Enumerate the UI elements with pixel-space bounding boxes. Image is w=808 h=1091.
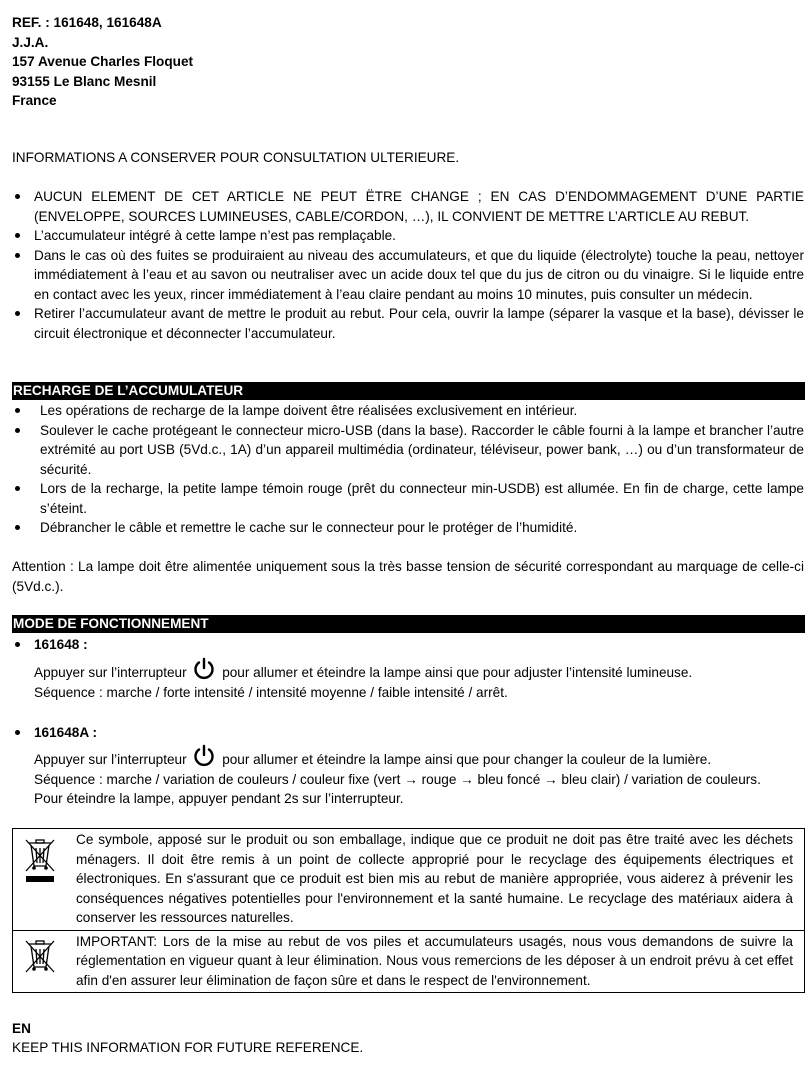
reference: REF. : 161648, 161648A [12,15,162,30]
power-icon [192,744,216,768]
model-label: 161648 : [12,635,804,655]
list-item: Dans le cas où des fuites se produiraient au niveau des accumulateurs, et que du liquide (électrolyte) touche la peau, nettoyer immédiatement à l’eau et au savon ou neutraliser avec un acide doux tel que du jus de citron ou du vinaigre. Si le liquide entre en contact avec les yeux, rincer immédiatement à l’eau claire pendant au moins 10 minutes, puis consulter un médecin. [12,246,804,305]
list-item: L’accumulateur intégré à cette lampe n’est pas remplaçable. [12,226,804,246]
model-161648a-sequence: Séquence : marche / variation de couleurs / couleur fixe (vert → rouge → bleu foncé → bleu clair) / variation de couleurs. [34,771,761,787]
safety-warnings [12,187,804,343]
recharge-heading: RECHARGE DE L’ACCUMULATEUR [12,382,805,400]
model-161648-press-line: Appuyer sur l’interrupteur pour allumer et éteindre la lampe ainsi que pour adjuster l’intensité lumineuse. [34,657,804,683]
model-161648-instructions [34,657,804,702]
list-item: Débrancher le câble et remettre le cache sur le connecteur pour le protéger de l’humidité. [12,518,804,538]
weee-text: Ce symbole, apposé sur le produit ou son emballage, indique que ce produit ne doit pas être traité avec les déchets ménagers. Il doit être remis à un point de collecte approprié pour le recyclage des équipements électriques et électroniques. En s'assurant que ce produit est bien mis au rebut de manière appropriée, vous aiderez à prévenir les conséquences négatives potentielles pour l'environnement et la santé humaine. Le recyclage des matériaux aidera à conserver les ressources naturelles. [76,832,793,925]
attention-note: Attention : La lampe doit être alimentée uniquement sous la très basse tension de sécurité correspondant au marquage de celle-ci (5Vd.c.). [12,559,804,594]
model-161648-sequence: Séquence : marche / forte intensité / intensité moyenne / faible intensité / arrêt. [34,684,508,700]
crossed-bin-icon [23,835,57,885]
list-item: Retirer l’accumulateur avant de mettre le produit au rebut. Pour cela, ouvrir la lampe (séparer la vasque et la base), dévisser le circuit électronique et déconnecter l’accumulateur. [12,304,804,343]
recharge-list [12,401,804,538]
list-item: Lors de la recharge, la petite lampe témoin rouge (prêt du connecteur min-USDB) est allumée. En fin de charge, cette lampe s’éteint. [12,479,804,518]
model-161648a-off: Pour éteindre la lampe, appuyer pendant 2s sur l’interrupteur. [34,791,404,806]
intro-notice: INFORMATIONS A CONSERVER POUR CONSULTATION ULTERIEURE. [12,150,460,165]
list-item: Les opérations de recharge de la lampe doivent être réalisées exclusivement en intérieur. [12,401,804,421]
battery-text: IMPORTANT: Lors de la mise au rebut de vos piles et accumulateurs usagés, nous vous demandons de suivre la réglementation en vigueur quant à leur élimination. Nous vous remercions de les déposer à un endroit prévu à cet effet afin d'en assurer leur élimination de façon sûre et dans le respect de l'environnement. [76,933,793,988]
model-161648a-instructions [34,744,804,809]
model-161648 [12,635,804,655]
weee-row [13,829,804,930]
street-address: 157 Avenue Charles Floquet [12,54,194,69]
address-block [12,13,412,111]
model-161648a [12,723,804,743]
model-161648a-press-line: Appuyer sur l’interrupteur pour allumer et éteindre la lampe ainsi que pour changer la couleur de la lumière. [34,744,804,770]
list-item: AUCUN ELEMENT DE CET ARTICLE NE PEUT ËTRE CHANGE ; EN CAS D’ENDOMMAGEMENT D’UNE PARTIE (ENVELOPPE, SOURCES LUMINEUSES, CABLE/CORDON, …), IL CONVIENT DE METTRE L’ARTICLE AU REBUT. [12,187,804,226]
battery-row [13,930,804,993]
list-item: Soulever le cache protégeant le connecteur micro-USB (dans la base). Raccorder le câble fourni à la lampe et brancher l’autre extrémité au port USB (5Vd.c., 1A) d’un appareil multimédia (ordinateur, téléviseur, power bank, …) ou d’un transformateur de sécurité. [12,421,804,480]
language-heading: EN [12,1021,31,1036]
model-label: 161648A : [12,723,804,743]
disposal-box [12,828,805,993]
power-icon [192,657,216,681]
country: France [12,93,57,108]
english-intro: KEEP THIS INFORMATION FOR FUTURE REFERENCE. [12,1040,364,1055]
battery-bin-icon [23,937,57,977]
city-address: 93155 Le Blanc Mesnil [12,73,157,89]
mode-heading: MODE DE FONCTIONNEMENT [12,615,805,633]
company-name: J.J.A. [12,34,49,50]
